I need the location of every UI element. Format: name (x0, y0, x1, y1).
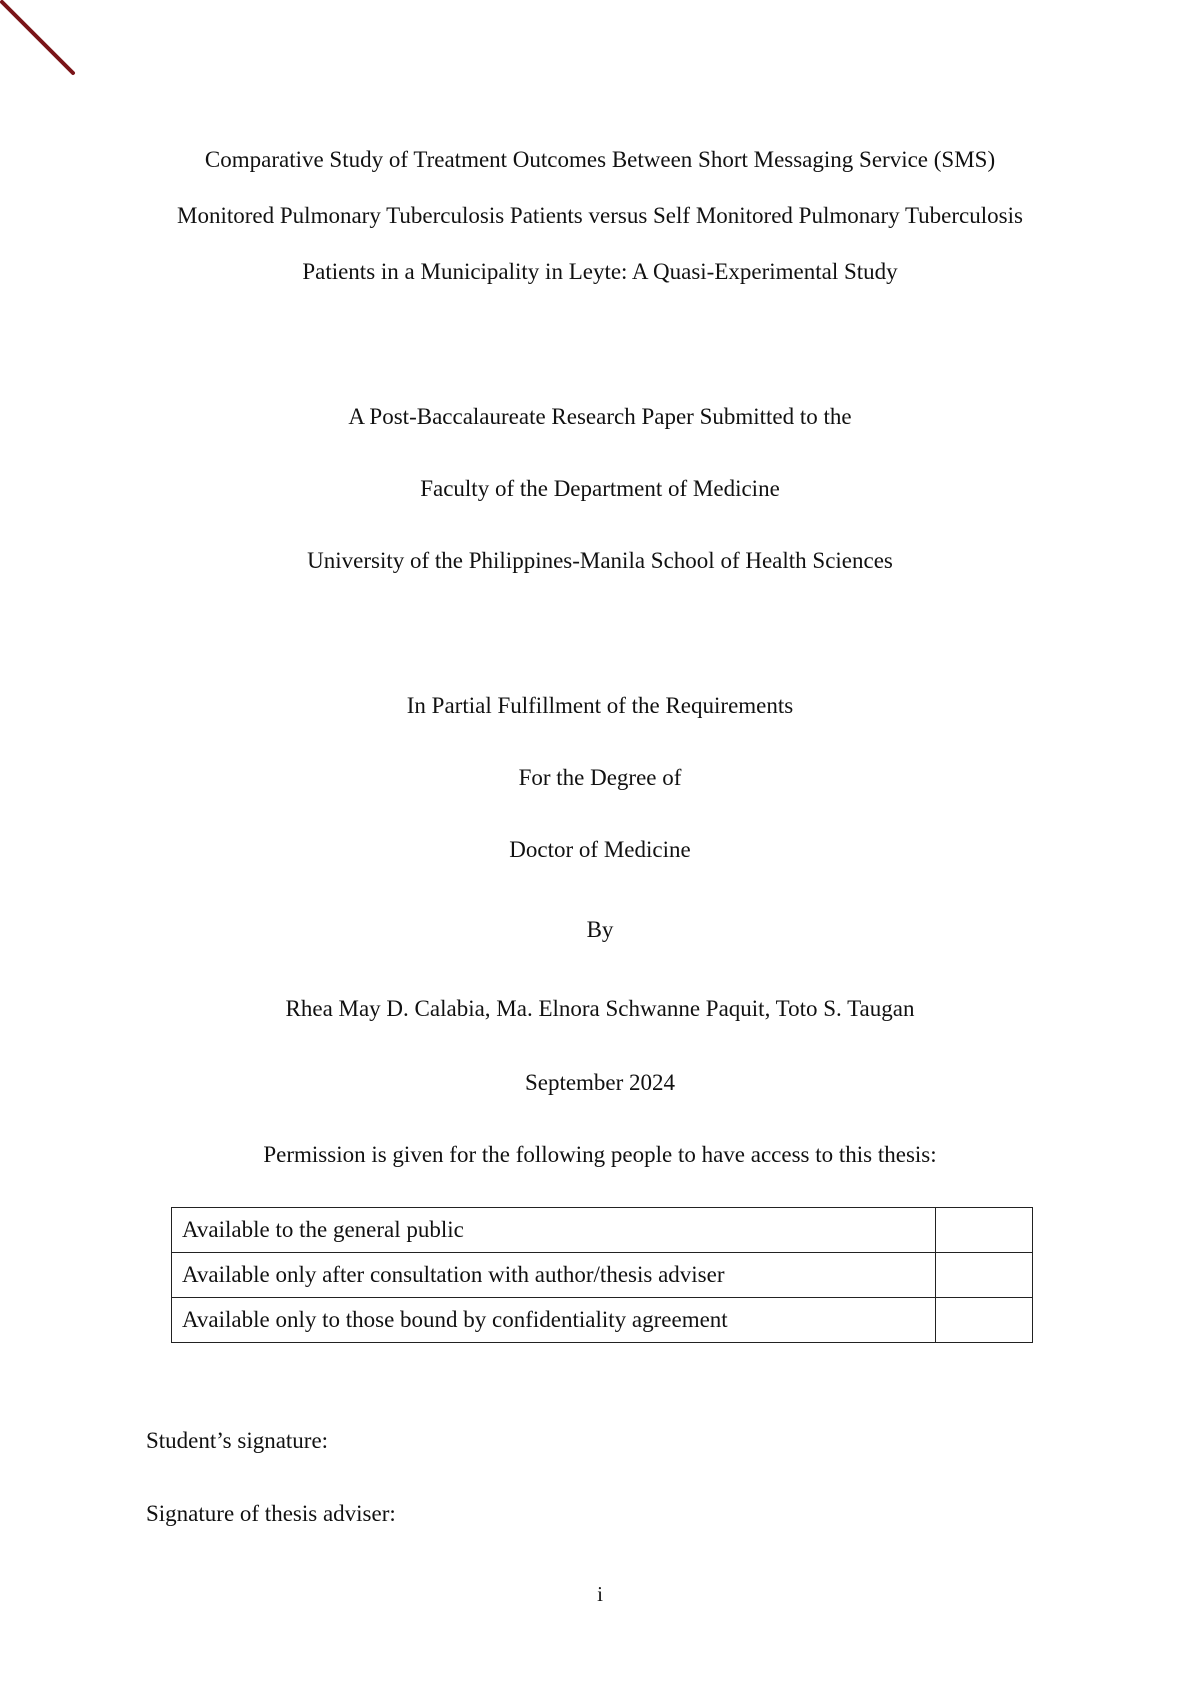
submission-line-2: Faculty of the Department of Medicine (420, 476, 780, 501)
fulfillment-line-2: For the Degree of (518, 765, 682, 790)
access-option-checkbox[interactable] (936, 1253, 1033, 1298)
student-signature-label: Student’s signature: (146, 1428, 329, 1453)
table-row (172, 1208, 1033, 1253)
submission-line-1: A Post-Baccalaureate Research Paper Submitted to the (348, 404, 852, 429)
title-line-2: Monitored Pulmonary Tuberculosis Patients versus Self Monitored Pulmonary Tuberculosis (177, 203, 1023, 228)
degree-name: Doctor of Medicine (509, 837, 691, 862)
submission-date: September 2024 (524, 1070, 676, 1095)
access-option-checkbox[interactable] (936, 1208, 1033, 1253)
submission-line-3: University of the Philippines-Manila School of Health Sciences (307, 548, 893, 573)
access-option-label: Available only after consultation with author/thesis adviser (172, 1253, 936, 1298)
access-permission-table (171, 1207, 1033, 1343)
by-label: By (586, 917, 614, 942)
access-option-label: Available to the general public (172, 1208, 936, 1253)
access-option-label: Available only to those bound by confidentiality agreement (172, 1298, 936, 1343)
table-row (172, 1298, 1033, 1343)
corner-fold-mark (0, 0, 80, 80)
access-option-checkbox[interactable] (936, 1298, 1033, 1343)
table-row (172, 1253, 1033, 1298)
title-line-1: Comparative Study of Treatment Outcomes Between Short Messaging Service (SMS) (204, 147, 996, 172)
fulfillment-line-1: In Partial Fulfillment of the Requirements (406, 693, 794, 718)
page-number: i (597, 1582, 603, 1606)
author-list: Rhea May D. Calabia, Ma. Elnora Schwanne Paquit, Toto S. Taugan (285, 996, 915, 1021)
adviser-signature-label: Signature of thesis adviser: (146, 1501, 396, 1526)
title-line-3: Patients in a Municipality in Leyte: A Quasi-Experimental Study (302, 259, 898, 284)
permission-statement: Permission is given for the following people to have access to this thesis: (263, 1142, 937, 1167)
